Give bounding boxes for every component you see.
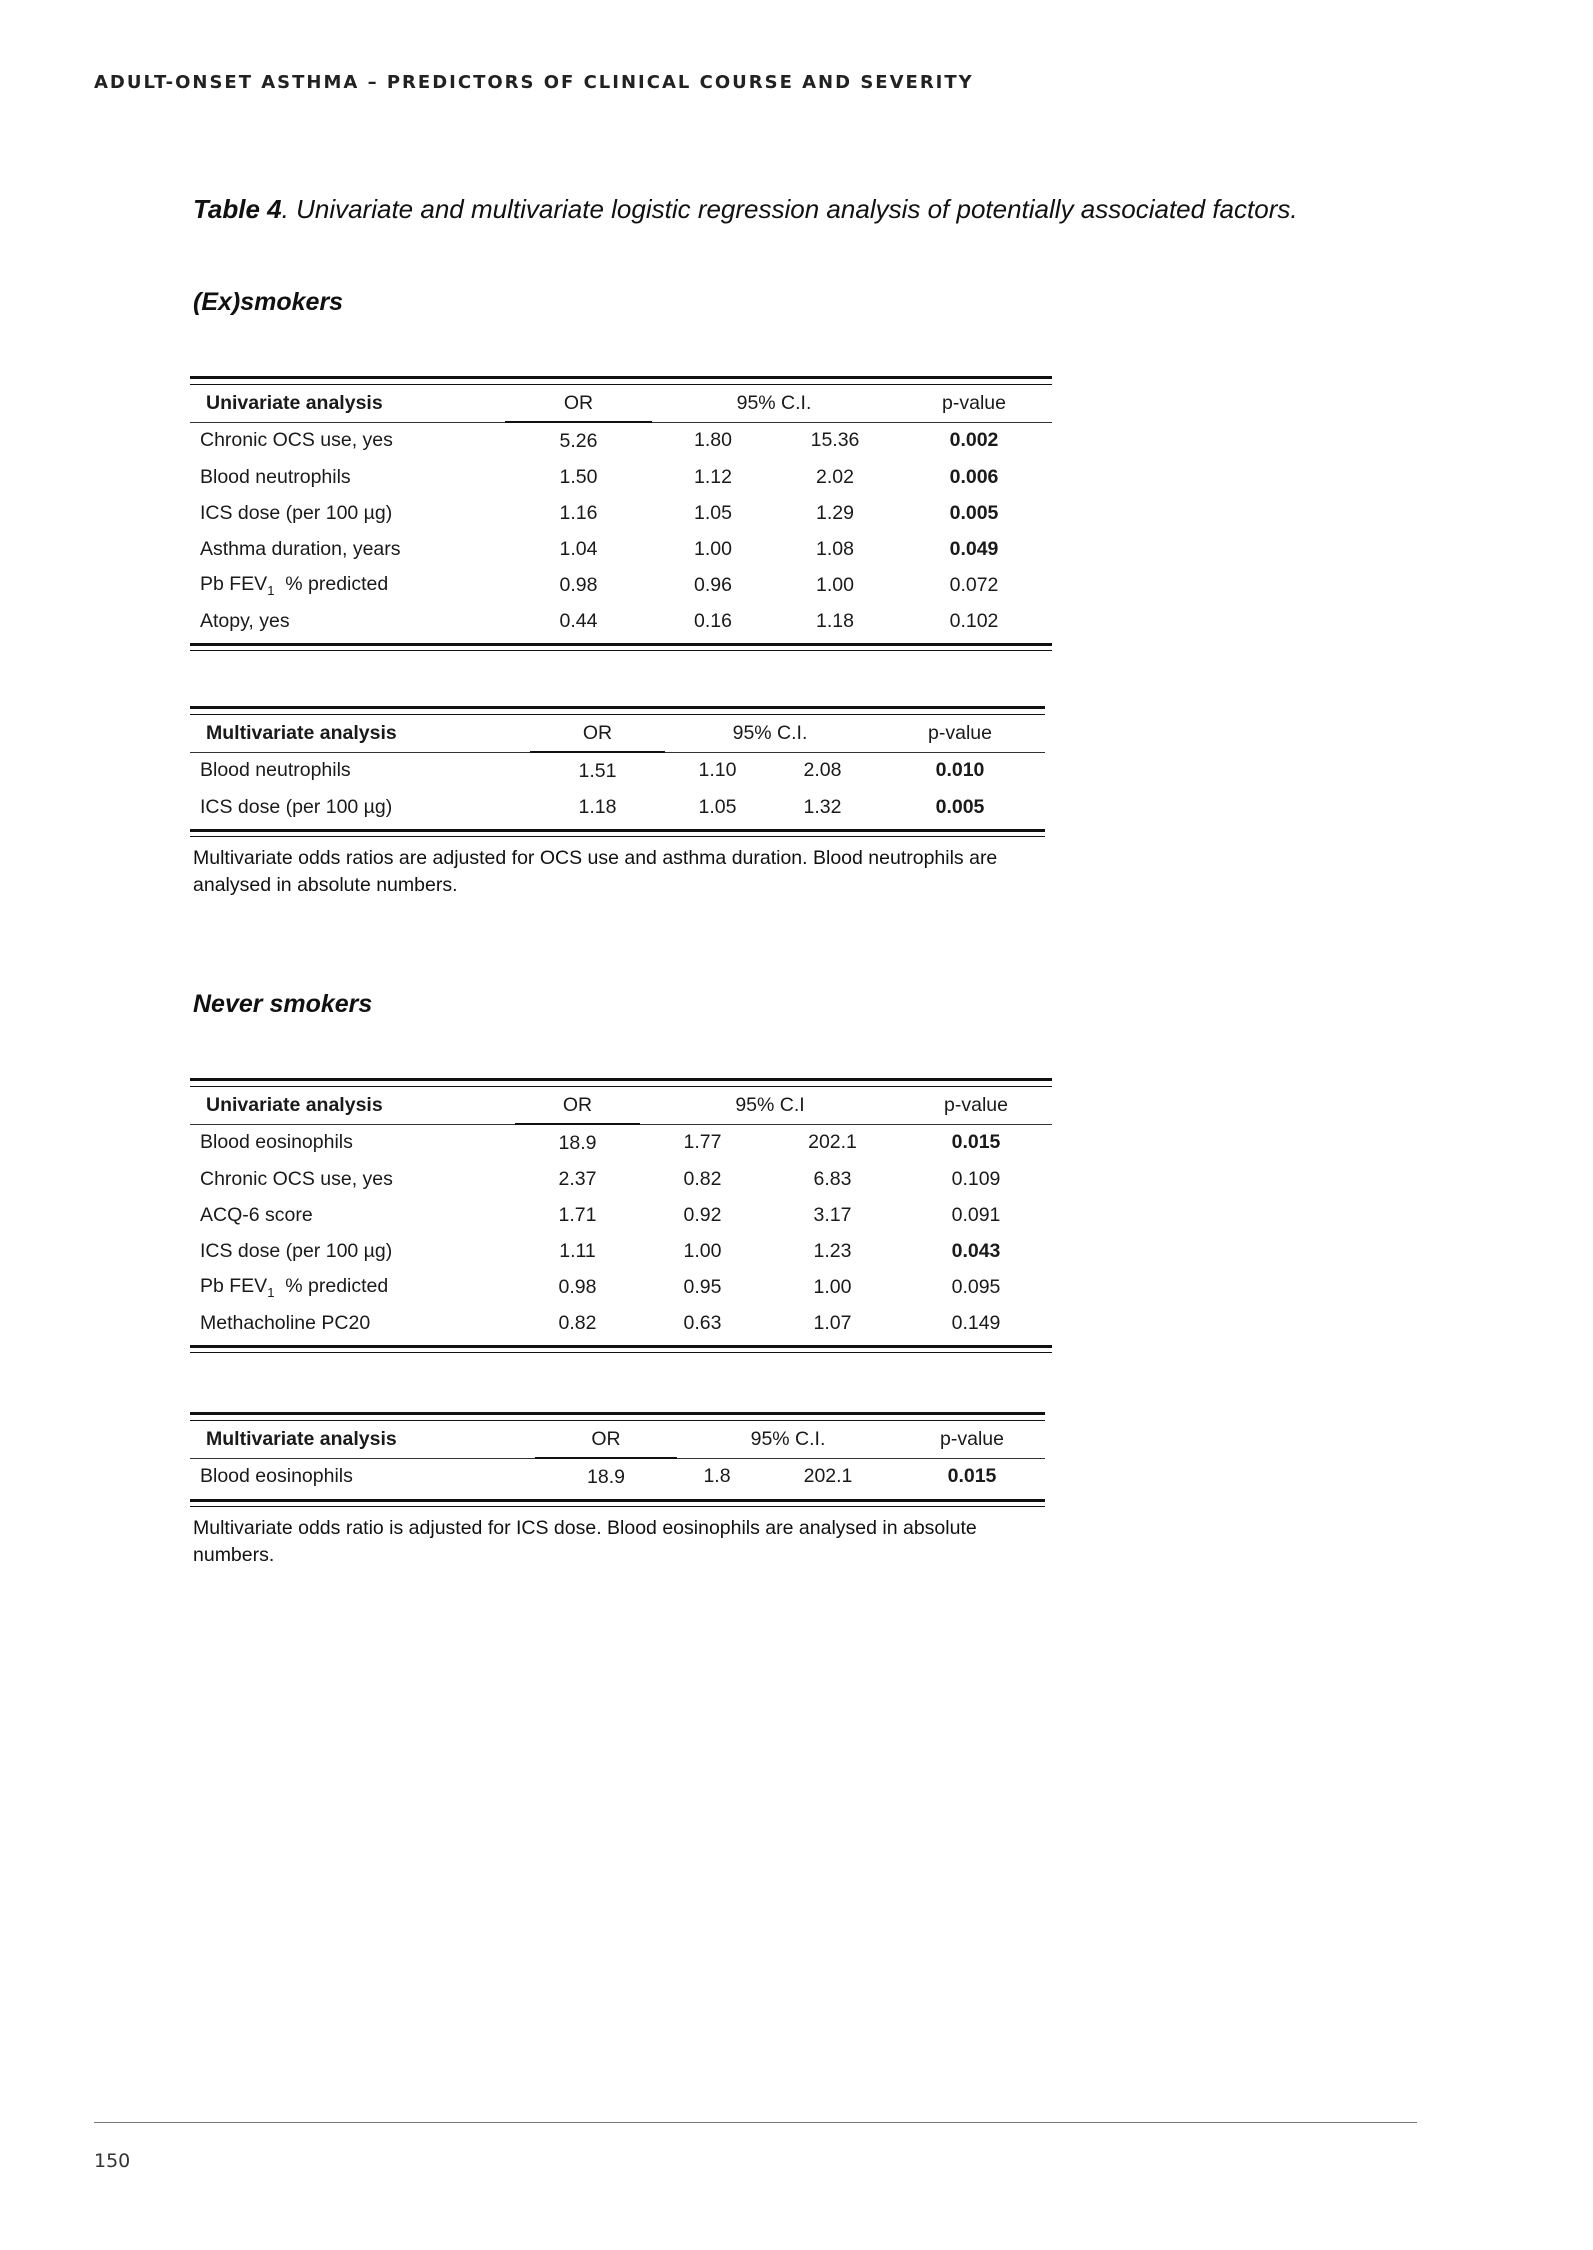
cell-ci-lower: 1.00	[694, 537, 732, 560]
table-row	[190, 495, 1052, 531]
table-row	[190, 1124, 1052, 1161]
note-ex-smokers: Multivariate odds ratios are adjusted for OCS use and asthma duration. Blood neutrophils are analysed in absolute numbers.	[193, 847, 998, 896]
row-label	[190, 1233, 515, 1269]
cell-p-value: 0.010	[875, 752, 1045, 789]
cell-ci-lower: 0.92	[683, 1203, 722, 1226]
table-ex-smokers-univariate	[190, 376, 1052, 651]
running-head: ADULT-ONSET ASTHMA – PREDICTORS OF CLINICAL COURSE AND SEVERITY	[94, 72, 974, 93]
column-header-variable: Univariate analysis	[206, 391, 383, 414]
cell-ci-lower: 1.00	[683, 1239, 722, 1262]
column-header-ci: 95% C.I.	[732, 721, 808, 744]
header-row	[190, 385, 1052, 422]
row-label-text: Chronic OCS use, yes	[200, 429, 393, 452]
row-label-suffix: % predicted	[274, 1274, 389, 1297]
cell-ci-lower: 0.16	[694, 609, 732, 632]
cell-p-value: 0.002	[896, 422, 1052, 459]
cell-p-value: 0.005	[949, 501, 999, 524]
cell-ci-upper: 1.32	[803, 795, 842, 818]
row-label	[190, 1197, 515, 1233]
row-label	[190, 1161, 515, 1197]
row-label-text: Blood neutrophils	[200, 465, 351, 488]
table-ex-smokers-multivariate	[190, 706, 1045, 837]
row-label	[190, 1458, 535, 1495]
table-bottom-rule-inner	[190, 836, 1045, 837]
cell-ci-lower: 0.95	[683, 1275, 722, 1298]
table-caption-label: Table 4	[193, 194, 282, 224]
row-label-text: ACQ-6 score	[200, 1203, 313, 1226]
row-label	[190, 422, 505, 459]
table-row	[190, 567, 1052, 603]
row-label	[190, 1124, 515, 1161]
cell-p-value: 0.043	[951, 1239, 1001, 1262]
cell-ci-lower: 0.82	[683, 1167, 722, 1190]
cell-or: 0.98	[558, 1275, 597, 1298]
note-never-smokers: Multivariate odds ratio is adjusted for ICS dose. Blood eosinophils are analysed in absolute numbers.	[193, 1517, 977, 1566]
cell-ci-upper: 1.23	[813, 1239, 852, 1262]
data-table	[190, 385, 1052, 639]
column-header-or: OR	[530, 715, 665, 752]
table-caption-text: . Univariate and multivariate logistic regression analysis of potentially associated factors.	[281, 194, 1298, 224]
cell-ci-upper: 1.29	[816, 501, 854, 524]
row-label	[190, 531, 505, 567]
cell-ci-upper: 2.08	[770, 752, 875, 789]
cell-ci-upper: 1.00	[816, 573, 854, 596]
column-header-variable: Univariate analysis	[206, 1093, 383, 1116]
cell-ci-upper: 1.08	[816, 537, 854, 560]
header-row	[190, 715, 1045, 752]
data-table	[190, 1421, 1045, 1495]
cell-ci-lower: 1.10	[665, 752, 770, 789]
row-label-text: ICS dose (per 100 µg)	[200, 795, 393, 818]
column-header-p-value: p-value	[940, 1427, 1004, 1450]
table-bottom-rule	[190, 829, 1045, 832]
column-header-ci: 95% C.I.	[750, 1427, 826, 1450]
column-header-ci: 95% C.I.	[736, 391, 812, 414]
cell-or: 18.9	[535, 1458, 677, 1495]
table-bottom-rule	[190, 643, 1052, 646]
cell-p-value: 0.102	[949, 609, 999, 632]
row-label	[190, 1305, 515, 1341]
row-label	[190, 459, 505, 495]
table-row	[190, 1458, 1045, 1495]
cell-p-value: 0.015	[900, 1124, 1052, 1161]
cell-or: 0.44	[559, 609, 598, 632]
cell-ci-upper: 1.18	[816, 609, 854, 632]
row-label-text: Methacholine PC20	[200, 1311, 371, 1334]
cell-ci-lower: 0.96	[694, 573, 732, 596]
cell-or: 1.51	[530, 752, 665, 789]
cell-p-value: 0.091	[951, 1203, 1001, 1226]
cell-p-value: 0.072	[949, 573, 999, 596]
row-label-text: ICS dose (per 100 µg)	[200, 1239, 393, 1262]
row-label	[190, 752, 530, 789]
footer-rule	[94, 2122, 1417, 2123]
cell-p-value: 0.006	[949, 465, 999, 488]
table-caption	[193, 194, 1298, 225]
row-label	[190, 603, 505, 639]
cell-or: 0.82	[558, 1311, 597, 1334]
cell-ci-lower: 1.77	[640, 1124, 765, 1161]
cell-ci-lower: 1.05	[698, 795, 737, 818]
cell-or: 2.37	[558, 1167, 597, 1190]
cell-ci-lower: 1.8	[677, 1458, 757, 1495]
page-number: 150	[94, 2150, 131, 2172]
cell-or: 1.71	[558, 1203, 597, 1226]
cell-ci-upper: 202.1	[757, 1458, 899, 1495]
table-bottom-rule-inner	[190, 1352, 1052, 1353]
cell-ci-upper: 1.00	[813, 1275, 852, 1298]
cell-p-value: 0.095	[951, 1275, 1001, 1298]
cell-ci-upper: 1.07	[813, 1311, 852, 1334]
row-label-text: ICS dose (per 100 µg)	[200, 501, 393, 524]
table-row	[190, 459, 1052, 495]
column-header-or: OR	[515, 1087, 640, 1124]
data-table	[190, 1087, 1052, 1341]
header-row	[190, 1087, 1052, 1124]
row-label-text: Pb FEV	[200, 1274, 268, 1297]
cell-or: 1.04	[559, 537, 598, 560]
section-heading-ex-smokers: (Ex)smokers	[193, 288, 344, 316]
row-label-text: Asthma duration, years	[200, 537, 401, 560]
cell-ci-lower: 1.80	[652, 422, 774, 459]
table-row	[190, 1269, 1052, 1305]
table-row	[190, 1233, 1052, 1269]
data-table	[190, 715, 1045, 825]
table-row	[190, 752, 1045, 789]
cell-or: 18.9	[515, 1124, 640, 1161]
table-row	[190, 603, 1052, 639]
cell-or: 1.18	[578, 795, 617, 818]
cell-ci-upper: 2.02	[816, 465, 854, 488]
row-label	[190, 567, 505, 603]
table-row	[190, 1197, 1052, 1233]
row-label-text: Blood neutrophils	[200, 759, 351, 782]
table-bottom-rule	[190, 1345, 1052, 1348]
table-never-smokers-univariate	[190, 1078, 1052, 1353]
table-never-smokers-multivariate	[190, 1412, 1045, 1507]
cell-ci-lower: 0.63	[683, 1311, 722, 1334]
column-header-p-value: p-value	[944, 1093, 1008, 1116]
column-header-variable: Multivariate analysis	[206, 1427, 397, 1450]
cell-ci-upper: 15.36	[774, 422, 896, 459]
row-label	[190, 495, 505, 531]
column-header-ci: 95% C.I	[735, 1093, 805, 1116]
cell-p-value: 0.149	[951, 1311, 1001, 1334]
cell-ci-upper: 3.17	[813, 1203, 852, 1226]
column-header-or: OR	[505, 385, 652, 422]
cell-p-value: 0.049	[949, 537, 999, 560]
column-header-p-value: p-value	[942, 391, 1006, 414]
table-bottom-rule-inner	[190, 650, 1052, 651]
row-label-subscript: 1	[267, 1284, 275, 1300]
table-row	[190, 531, 1052, 567]
table-row	[190, 1305, 1052, 1341]
row-label-text: Blood eosinophils	[200, 1131, 353, 1154]
column-header-or: OR	[535, 1421, 677, 1458]
row-label-text: Pb FEV	[200, 572, 268, 595]
table-row	[190, 422, 1052, 459]
table-row	[190, 789, 1045, 825]
cell-p-value: 0.005	[935, 795, 985, 818]
cell-or: 0.98	[559, 573, 598, 596]
cell-p-value: 0.015	[899, 1458, 1045, 1495]
row-label-text: Chronic OCS use, yes	[200, 1167, 393, 1190]
row-label-subscript: 1	[267, 582, 275, 598]
row-label	[190, 1269, 515, 1305]
column-header-p-value: p-value	[928, 721, 992, 744]
table-bottom-rule	[190, 1499, 1045, 1502]
header-row	[190, 1421, 1045, 1458]
cell-ci-upper: 6.83	[813, 1167, 852, 1190]
table-row	[190, 1161, 1052, 1197]
cell-ci-lower: 1.05	[694, 501, 732, 524]
row-label-text: Atopy, yes	[200, 609, 290, 632]
cell-or: 1.16	[559, 501, 598, 524]
cell-or: 1.11	[559, 1239, 596, 1262]
column-header-variable: Multivariate analysis	[206, 721, 397, 744]
section-heading-never-smokers: Never smokers	[193, 990, 373, 1018]
cell-ci-lower: 1.12	[694, 465, 732, 488]
row-label-suffix: % predicted	[274, 572, 389, 595]
row-label	[190, 789, 530, 825]
cell-or: 1.50	[559, 465, 598, 488]
table-bottom-rule-inner	[190, 1506, 1045, 1507]
cell-ci-upper: 202.1	[765, 1124, 900, 1161]
cell-p-value: 0.109	[951, 1167, 1001, 1190]
row-label-text: Blood eosinophils	[200, 1465, 353, 1488]
cell-or: 5.26	[505, 422, 652, 459]
